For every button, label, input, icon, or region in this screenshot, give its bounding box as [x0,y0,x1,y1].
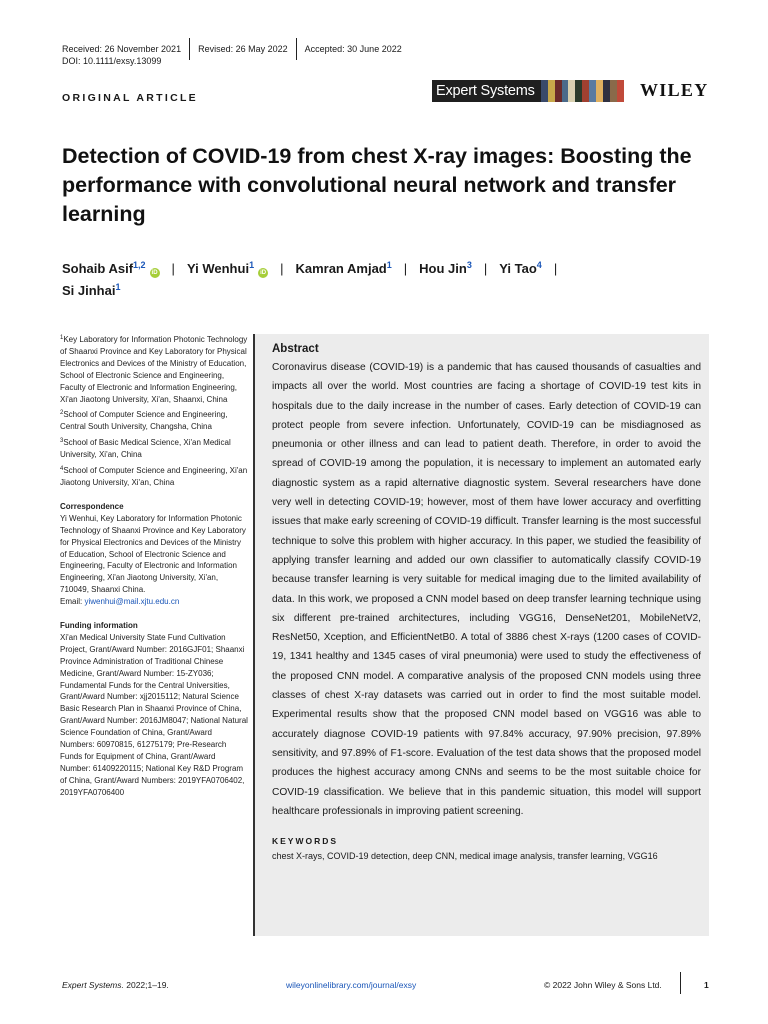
journal-banner-image [541,80,624,102]
author[interactable]: Yi Wenhui$^1$iD [186,260,267,276]
affiliation: $^3$School of Basic Medical Science, Xi'an Medical University, Xi'an, China [60,438,231,460]
divider [189,38,190,60]
affiliation: $^2$School of Computer Science and Engineering, Central South University, Changsha, China [60,410,228,432]
accepted-date: Accepted: 30 June 2022 [304,44,402,54]
correspondence-text: Yi Wenhui, Key Laboratory for Information Photonic Technology of Shaanxi Province and Key Laboratory for Physical Electronics and Devices of the Ministry of Education, School of Electronic Science and Engineering, Faculty of Electronic and Information Engineering, Xi'an Jiaotong University, Xi'an, 710049, Shaanxi China. [60,513,246,595]
front-matter-sidebar [60,334,248,799]
funding-text: Xi'an Medical University State Fund Cultivation Project, Grant/Award Number: 2016GJF01; Shaanxi Province Administration of Traditional Chinese Medicine, Grant/Award Number: 15-ZY036; Fundamental Funds for the Central Universities, Grant/Award Number: xjj2015112; Natural Science Basic Research Plan in Shaanxi Province of China, Grant/Award Number: 2016JM8047; National Natural Science Foundation of China, Grant/Award Numbers: 60970815, 61275179; Pre-Research Funds for Equipment of China, Grant/Award Number: 61409220115; National Key R&D Program of China, Grant/Award Numbers: 2019YFA0706402, 2019YFA0706400 [60,632,248,797]
author[interactable]: Sohaib Asif$^{1,2}$iD [62,260,158,276]
funding-heading: Funding information [60,621,138,631]
journal-logo[interactable] [432,80,624,102]
correspondence-email: Email: yiwenhui@mail.xjtu.edu.cn [60,597,180,607]
abstract-box [253,334,709,936]
author[interactable]: Yi Tao$^4$ [499,260,542,276]
orcid-icon[interactable]: iD [151,270,158,276]
doi[interactable]: DOI: 10.1111/exsy.13099 [62,56,162,66]
abstract-heading: Abstract [272,343,319,355]
keywords-text: chest X-rays, COVID-19 detection, deep CNN, medical image analysis, transfer learning, VGG16 [272,851,658,862]
orcid-icon[interactable]: iD [260,270,267,276]
affiliation: $^1$Key Laboratory for Information Photonic Technology of Shaanxi Province and Key Laboratory for Physical Electronics and Devices of the Ministry of Education, School of Electronic Science and Engineering, Faculty of Electronic and Information Engineering, Xi'an Jiaotong University, Xi'an, Shaanxi, China [60,335,248,404]
abstract-text: Coronavirus disease (COVID-19) is a pandemic that has caused thousands of casualties and impacts all over the world. Most countries are facing a shortage of COVID-19 test kits in hospitals due to the daily increase in the number of cases. Early detection of COVID-19 can protect people from severe infection. Unfortunately, COVID-19 can be misdiagnosed as pneumonia or other illness and can lead to patient death. Therefore, in order to avoid the spread of COVID-19 among the population, it is necessary to implement an automated early diagnostic system as a rapid alternative diagnostic system. Several researchers have done very well in detecting COVID-19; however, most of them have lower accuracy and overfitting issues that make early screening of COVID-19 difficult. Transfer learning is the most successful technique to solve this problem with higher accuracy. In this paper, we studied the feasibility of applying transfer learning and added our own classifier to automatically classify COVID-19 because transfer learning is very suitable for medical imaging due to the limited availability of data. In this work, we proposed a CNN model based on deep transfer learning technique using six different pre-trained architectures, including VGG16, DenseNet201, MobileNetV2, ResNet50, Xception, and EfficientNetB0. A total of 3886 chest X-rays (1200 cases of COVID-19, 1341 healthy and 1345 cases of viral pneumonia) were used to study the effectiveness of the proposed CNN model. A comparative analysis of the proposed CNN models using three classes of chest X-ray datasets was carried out in order to find the most suitable model. Experimental results show that the proposed CNN model based on VGG16 was able to accurately diagnose COVID-19 patients with 97.84% accuracy, 97.90% precision, 97.89% sensitivity, and 97.89% of F1-score. Evaluation of the test data shows that the proposed model produces the highest accuracy among CNNs and seems to be the most suitable choice for COVID-19 classification. We believe that in this pandemic situation, this model will support healthcare professionals in improving patient screening. [272,362,701,817]
correspondence-heading: Correspondence [60,501,124,511]
article-type: ORIGINAL ARTICLE [62,92,198,104]
footer-copyright: © 2022 John Wiley & Sons Ltd. [544,980,662,990]
affiliation: $^4$School of Computer Science and Engineering, Xi'an Jiaotong University, Xi'an, China [60,466,248,487]
divider [296,38,297,60]
keywords-heading: KEYWORDS [272,836,339,847]
page-number: 1 [704,980,709,990]
author[interactable]: Kamran Amjad$^1$ [295,260,392,276]
publisher-logo[interactable]: WILEY [640,80,709,100]
revised-date: Revised: 26 May 2022 [198,44,288,54]
received-date: Received: 26 November 2021 [62,44,182,54]
journal-name: Expert Systems [436,83,535,99]
author-list: Sohaib Asif$^{1,2}$iD | Yi Wenhui$^1$iD | Kamran Amjad$^1$ | Hou Jin$^3$ | Yi Tao$^4$ | Si Jinhai$^1$ [62,260,558,298]
footer-url[interactable]: wileyonlinelibrary.com/journal/exsy [286,980,417,990]
author[interactable]: Si Jinhai$^1$ [62,282,121,298]
email-link[interactable]: yiwenhui@mail.xjtu.edu.cn [84,597,180,607]
footer-citation: Expert Systems. 2022;1–19. [62,980,169,990]
divider [680,972,681,994]
paper-title: Detection of COVID-19 from chest X-ray images: Boosting the performance with convolutional neural network and transfer learning [62,144,692,226]
author[interactable]: Hou Jin$^3$ [419,260,472,276]
